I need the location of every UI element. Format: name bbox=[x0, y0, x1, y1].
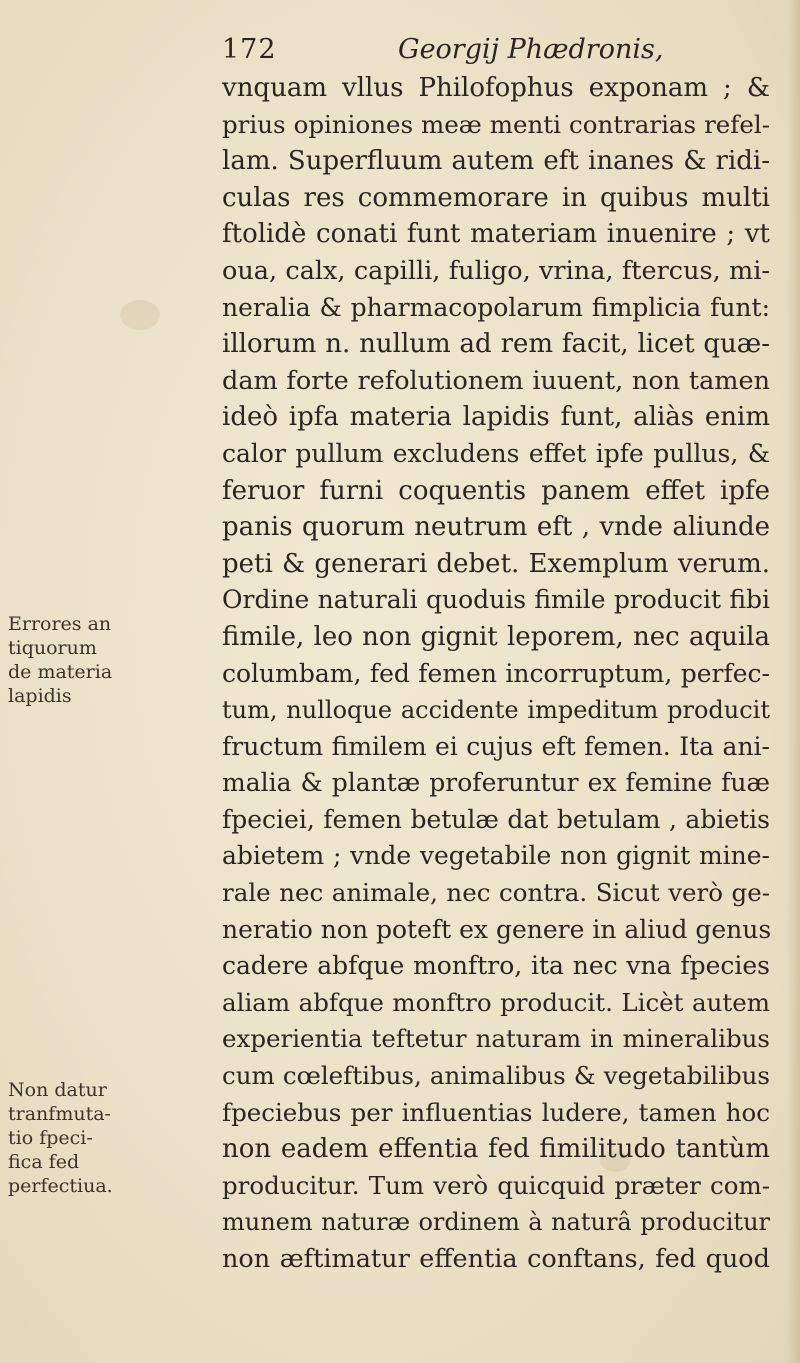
text-line: ideò ipfa materia lapidis funt, aliàs enim bbox=[222, 402, 770, 433]
text-line: feruor furni coquentis panem effet ipfe bbox=[222, 475, 770, 506]
text-line: lam. Superfluum autem eft inanes & ridi- bbox=[222, 146, 770, 177]
text-line: illorum n. nullum ad rem facit, licet quæ- bbox=[222, 329, 770, 360]
text-line: cum cœleftibus, animalibus & vegetabilibus bbox=[222, 1061, 770, 1091]
marginal-note-transmutation bbox=[8, 1078, 208, 1198]
marginal-line: Errores an bbox=[8, 613, 112, 635]
body-text bbox=[222, 70, 770, 1278]
text-line: dam forte refolutionem iuuent, non tamen bbox=[222, 365, 770, 396]
marginal-line: perfectiua. bbox=[8, 1175, 113, 1197]
text-line: producitur. Tum verò quicquid præter com- bbox=[222, 1170, 770, 1200]
marginal-line: de materia bbox=[8, 661, 113, 683]
marginal-line: tranfmuta- bbox=[8, 1103, 111, 1125]
text-line: calor pullum excludens effet ipfe pullus, & bbox=[222, 438, 770, 468]
page-header bbox=[0, 34, 800, 74]
text-line: fpeciei, femen betulæ dat betulam , abietis bbox=[222, 804, 770, 834]
marginal-line: Non datur bbox=[8, 1079, 107, 1101]
text-line: Ordine naturali quoduis fimile producit fibi bbox=[222, 585, 770, 615]
text-line: fructum fimilem ei cujus eft femen. Ita ani- bbox=[222, 731, 770, 761]
text-line: non æftimatur effentia conftans, fed quod bbox=[222, 1244, 770, 1274]
text-line: fimile, leo non gignit leporem, nec aquila bbox=[222, 621, 770, 652]
text-line: malia & plantæ proferuntur ex femine fuæ bbox=[222, 768, 770, 798]
text-line: neratio non poteft ex genere in aliud genus bbox=[222, 914, 772, 944]
marginal-line: tiquorum bbox=[8, 637, 97, 659]
text-line: rale nec animale, nec contra. Sicut verò ge- bbox=[222, 878, 770, 908]
text-line: peti & generari debet. Exemplum verum. bbox=[222, 548, 770, 579]
text-line: experientia teftetur naturam in mineralibus bbox=[222, 1024, 770, 1054]
text-line: abietem ; vnde vegetabile non gignit mine- bbox=[222, 841, 770, 871]
text-line: tum, nulloque accidente impeditum producit bbox=[222, 696, 770, 725]
page-edge-shadow bbox=[786, 0, 800, 1363]
text-line: ftolidè conati funt materiam inuenire ; vt bbox=[222, 219, 770, 250]
marginal-note-errors bbox=[8, 612, 208, 708]
text-line: panis quorum neutrum eft , vnde aliunde bbox=[222, 512, 770, 543]
text-line: prius opiniones meæ menti contrarias refel- bbox=[222, 109, 770, 139]
text-line: vnquam vllus Philofophus exponam ; & bbox=[222, 73, 770, 103]
page-number: 172 bbox=[222, 34, 277, 65]
text-line: munem naturæ ordinem à naturâ producitur bbox=[222, 1208, 770, 1237]
paper-stain bbox=[120, 300, 160, 330]
marginal-line: tio fpeci- bbox=[8, 1127, 93, 1149]
text-line: neralia & pharmacopolarum fimplicia funt: bbox=[222, 292, 770, 322]
text-line: aliam abfque monftro producit. Licèt autem bbox=[222, 987, 770, 1017]
marginal-line: fica fed bbox=[8, 1151, 80, 1173]
text-line: cadere abfque monftro, ita nec vna fpecies bbox=[222, 951, 770, 981]
text-line: fpeciebus per influentias ludere, tamen hoc bbox=[222, 1097, 770, 1127]
text-line: culas res commemorare in quibus multi bbox=[222, 182, 770, 213]
text-line: oua, calx, capilli, fuligo, vrina, ftercus, mi- bbox=[222, 255, 770, 286]
text-line: non eadem effentia fed fimilitudo tantùm bbox=[222, 1134, 770, 1165]
text-line: columbam, fed femen incorruptum, perfec- bbox=[222, 658, 770, 688]
running-head: Georgij Phædronis, bbox=[398, 34, 664, 65]
marginal-line: lapidis bbox=[8, 685, 72, 707]
